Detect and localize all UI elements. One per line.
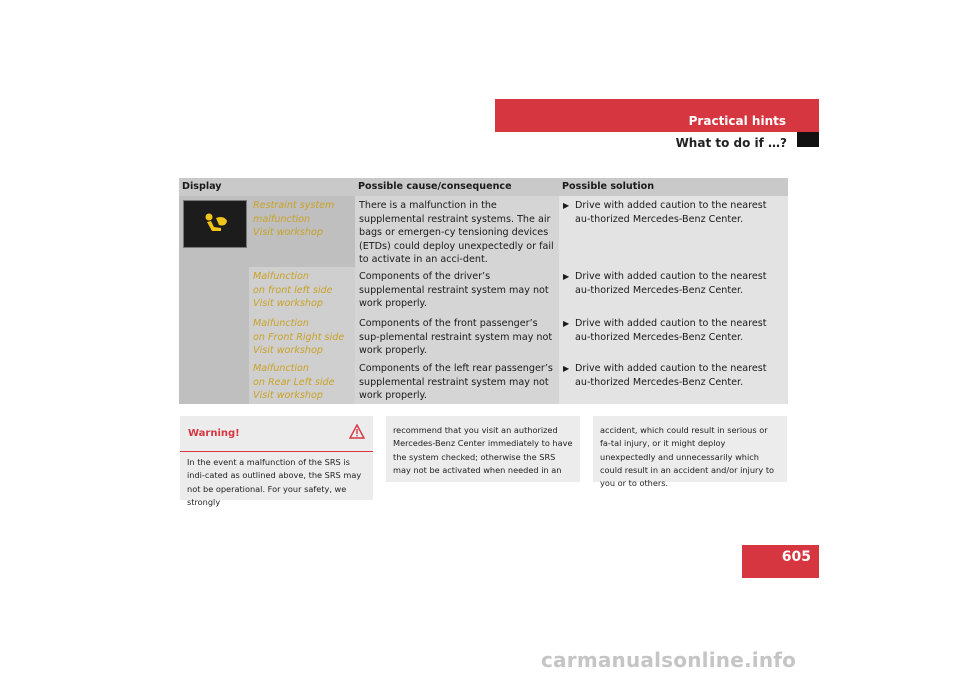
solution-cell xyxy=(559,314,788,359)
header-solution: Possible solution xyxy=(562,181,655,192)
section-title: Practical hints xyxy=(688,114,786,128)
cause-text: Components of the front passenger’s sup-plemental restraint system may not work properly. xyxy=(355,314,559,359)
header-cause: Possible cause/consequence xyxy=(358,181,512,192)
display-message: Malfunction on Rear Left side Visit workshop xyxy=(249,359,355,404)
table-row xyxy=(179,359,788,404)
icon-cell xyxy=(179,196,249,267)
solution-cell xyxy=(559,267,788,314)
warning-continuation-2: accident, which could result in serious or fa-tal injury, or it might deploy unexpectedly and unnecessarily which could result in an accident and/or injury to you or to others. xyxy=(593,416,787,482)
airbag-warning-icon xyxy=(183,200,247,248)
warning-text: In the event a malfunction of the SRS is indi-cated as outlined above, the SRS may not be operational. For your safety, we strongly xyxy=(187,457,362,507)
table-header xyxy=(179,178,788,196)
warning-header xyxy=(180,416,373,452)
icon-cell xyxy=(179,359,249,404)
header-band xyxy=(495,99,819,132)
cause-text: There is a malfunction in the supplemental restraint systems. The air bags or emergen-cy tensioning devices (ETDs) could deploy unexpectedly or fail to activate in an acci-dent. xyxy=(355,196,559,267)
arrow-bullet-icon: ▶ xyxy=(563,319,570,328)
solution-cell xyxy=(559,196,788,267)
arrow-bullet-icon: ▶ xyxy=(563,272,570,281)
icon-cell xyxy=(179,267,249,314)
display-table xyxy=(179,178,788,404)
display-message: Malfunction on front left side Visit workshop xyxy=(249,267,355,314)
warning-triangle-icon xyxy=(349,424,365,443)
solution-text: Drive with added caution to the nearest au-thorized Mercedes-Benz Center. xyxy=(575,200,767,225)
warning-continuation-1: recommend that you visit an authorized Mercedes-Benz Center immediately to have the system checked; otherwise the SRS may not be activated when needed in an xyxy=(386,416,580,482)
header-marker xyxy=(797,132,819,147)
solution-text: Drive with added caution to the nearest au-thorized Mercedes-Benz Center. xyxy=(575,318,767,343)
display-message: Restraint system malfunction Visit workshop xyxy=(249,196,355,267)
warning-title: Warning! xyxy=(188,428,240,439)
warning-box xyxy=(180,416,373,507)
solution-text: Drive with added caution to the nearest au-thorized Mercedes-Benz Center. xyxy=(575,363,767,388)
header-display: Display xyxy=(182,181,222,192)
arrow-bullet-icon: ▶ xyxy=(563,364,570,373)
display-message: Malfunction on Front Right side Visit workshop xyxy=(249,314,355,359)
solution-cell xyxy=(559,359,788,404)
solution-text: Drive with added caution to the nearest au-thorized Mercedes-Benz Center. xyxy=(575,271,767,296)
arrow-bullet-icon: ▶ xyxy=(563,201,570,210)
table-row xyxy=(179,196,788,267)
watermark: carmanualsonline.info xyxy=(541,648,797,672)
table-row xyxy=(179,314,788,359)
icon-cell xyxy=(179,314,249,359)
section-subtitle: What to do if …? xyxy=(675,136,787,150)
page-number-band xyxy=(742,545,819,578)
page-number: 605 xyxy=(781,549,811,565)
cause-text: Components of the left rear passenger’s supplemental restraint system may not work properly. xyxy=(355,359,559,404)
cause-text: Components of the driver’s supplemental restraint system may not work properly. xyxy=(355,267,559,314)
table-row xyxy=(179,267,788,314)
